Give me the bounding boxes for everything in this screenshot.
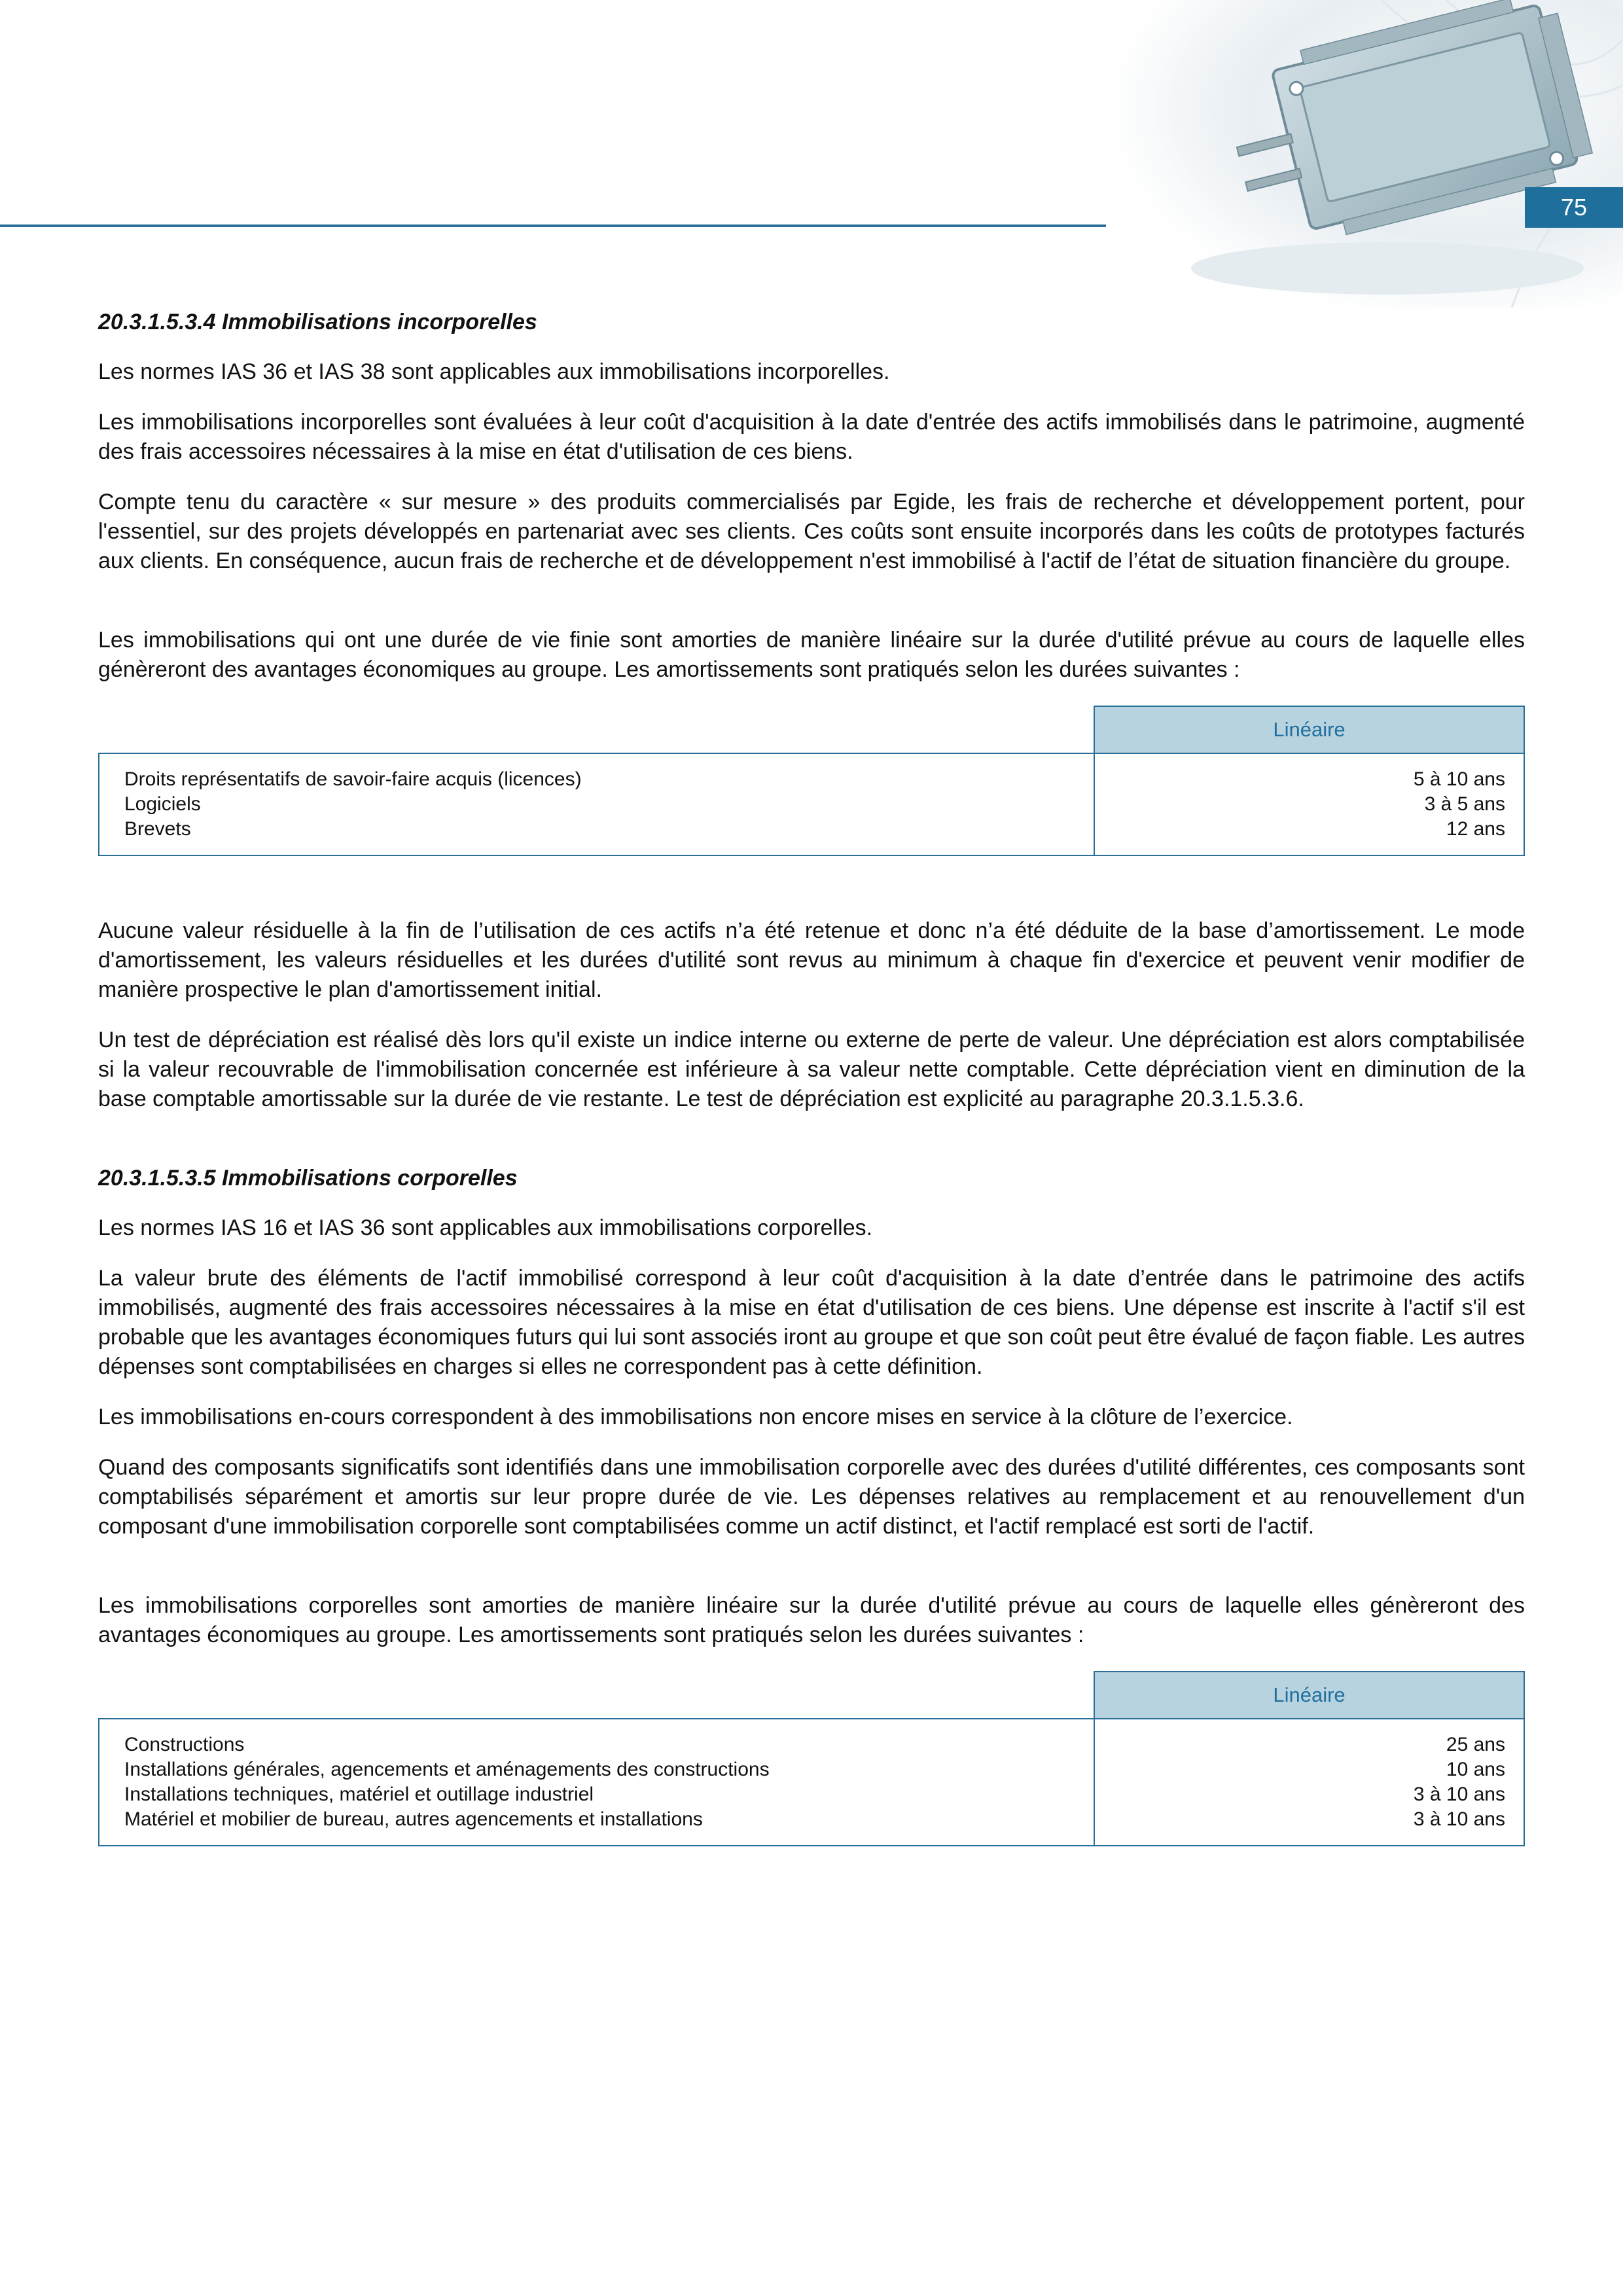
paragraph: Les immobilisations en-cours correspondent à des immobilisations non encore mises en service à la clôture de l’exercice. <box>98 1405 1293 1429</box>
paragraph: Les immobilisations incorporelles sont évaluées à leur coût d'acquisition à la date d'entrée des actifs immobilisés dans le patrimoine, augmenté des frais accessoires nécessaires à la mise en état d'utilisation de ces biens. <box>98 410 1525 464</box>
table-value: 25 ans <box>1446 1734 1505 1755</box>
table-values-cell <box>1094 1719 1524 1846</box>
table-header-lineaire: Linéaire <box>1094 1672 1524 1719</box>
table-label: Constructions <box>124 1734 245 1755</box>
table-value: 3 à 10 ans <box>1413 1784 1505 1805</box>
table-label: Installations techniques, matériel et outillage industriel <box>124 1784 594 1805</box>
table-label: Logiciels <box>124 793 201 815</box>
table-row <box>99 753 1524 855</box>
header-rule <box>0 224 1114 227</box>
amortization-table-incorporelles <box>98 706 1525 856</box>
table-value: 5 à 10 ans <box>1413 768 1505 790</box>
paragraph: Les immobilisations corporelles sont amorties de manière linéaire sur la durée d'utilité prévue au cours de laquelle elles génèreront des avantages économiques au groupe. Les amortissements sont pratiqués selon les durées suivantes : <box>98 1593 1525 1647</box>
paragraph: Les normes IAS 16 et IAS 36 sont applicables aux immobilisations corporelles. <box>98 1215 873 1240</box>
page-number: 75 <box>1525 187 1623 228</box>
electronic-package-image <box>1106 0 1623 308</box>
table-header-lineaire: Linéaire <box>1094 706 1524 753</box>
section-title-corporelles: 20.3.1.5.3.5 Immobilisations corporelles <box>98 1166 518 1191</box>
paragraph: Les immobilisations qui ont une durée de vie finie sont amorties de manière linéaire sur la durée d'utilité prévue au cours de laquelle elles génèreront des avantages économiques au groupe. Les amortissements sont pratiqués selon les durées suivantes : <box>98 628 1525 682</box>
table-labels-cell <box>99 1719 1094 1846</box>
table-value: 10 ans <box>1446 1759 1505 1780</box>
page-content <box>98 308 1525 1846</box>
paragraph: Les normes IAS 36 et IAS 38 sont applicables aux immobilisations incorporelles. <box>98 359 890 384</box>
table-label: Droits représentatifs de savoir-faire acquis (licences) <box>124 768 582 790</box>
table-labels-cell <box>99 753 1094 855</box>
table-label: Brevets <box>124 818 191 840</box>
table-label: Matériel et mobilier de bureau, autres agencements et installations <box>124 1808 703 1830</box>
paragraph: Aucune valeur résiduelle à la fin de l’utilisation de ces actifs n’a été retenue et donc n’a été déduite de la base d’amortissement. Le mode d'amortissement, les valeurs résiduelles et les durées d'utilité sont revus au minimum à chaque fin d'exercice et peuvent venir modifier de manière prospective le plan d'amortissement initial. <box>98 918 1525 1002</box>
table-values-cell <box>1094 753 1524 855</box>
table-row <box>99 1719 1524 1846</box>
section-title-incorporelles: 20.3.1.5.3.4 Immobilisations incorporelles <box>98 310 537 334</box>
paragraph: La valeur brute des éléments de l'actif immobilisé correspond à leur coût d'acquisition à la date d’entrée dans le patrimoine des actifs immobilisés, augmenté des frais accessoires nécessaires à la mise en état d'utilisation de ces biens. Une dépense est inscrite à l'actif s'il est probable que les avantages économiques futurs qui lui sont associés iront au groupe et que son coût peut être évalué de façon fiable. Les autres dépenses sont comptabilisées en charges si elles ne correspondent pas à cette définition. <box>98 1266 1525 1379</box>
paragraph: Quand des composants significatifs sont identifiés dans une immobilisation corporelle avec des durées d'utilité différentes, ces composants sont comptabilisés séparément et amortis sur leur propre durée de vie. Les dépenses relatives au remplacement et au renouvellement d'un composant d'une immobilisation corporelle sont comptabilisées comme un actif distinct, et l'actif remplacé est sorti de l'actif. <box>98 1455 1525 1539</box>
paragraph: Compte tenu du caractère « sur mesure » des produits commercialisés par Egide, les frais de recherche et développement portent, pour l'essentiel, sur des projets développés en partenariat avec ses clients. Ces coûts sont ensuite incorporés dans les coûts de prototypes facturés aux clients. En conséquence, aucun frais de recherche et de développement n'est immobilisé à l'actif de l’état de situation financière du groupe. <box>98 490 1525 573</box>
table-label: Installations générales, agencements et aménagements des constructions <box>124 1759 770 1780</box>
table-value: 12 ans <box>1446 818 1505 840</box>
table-value: 3 à 5 ans <box>1424 793 1505 815</box>
amortization-table-corporelles <box>98 1671 1525 1846</box>
table-value: 3 à 10 ans <box>1413 1808 1505 1830</box>
paragraph: Un test de dépréciation est réalisé dès lors qu'il existe un indice interne ou externe de perte de valeur. Une dépréciation est alors comptabilisée si la valeur recouvrable de l'immobilisation concernée est inférieure à sa valeur nette comptable. Cette dépréciation vient en diminution de la base comptable amortissable sur la durée de vie restante. Le test de dépréciation est explicité au paragraphe 20.3.1.5.3.6. <box>98 1028 1525 1111</box>
